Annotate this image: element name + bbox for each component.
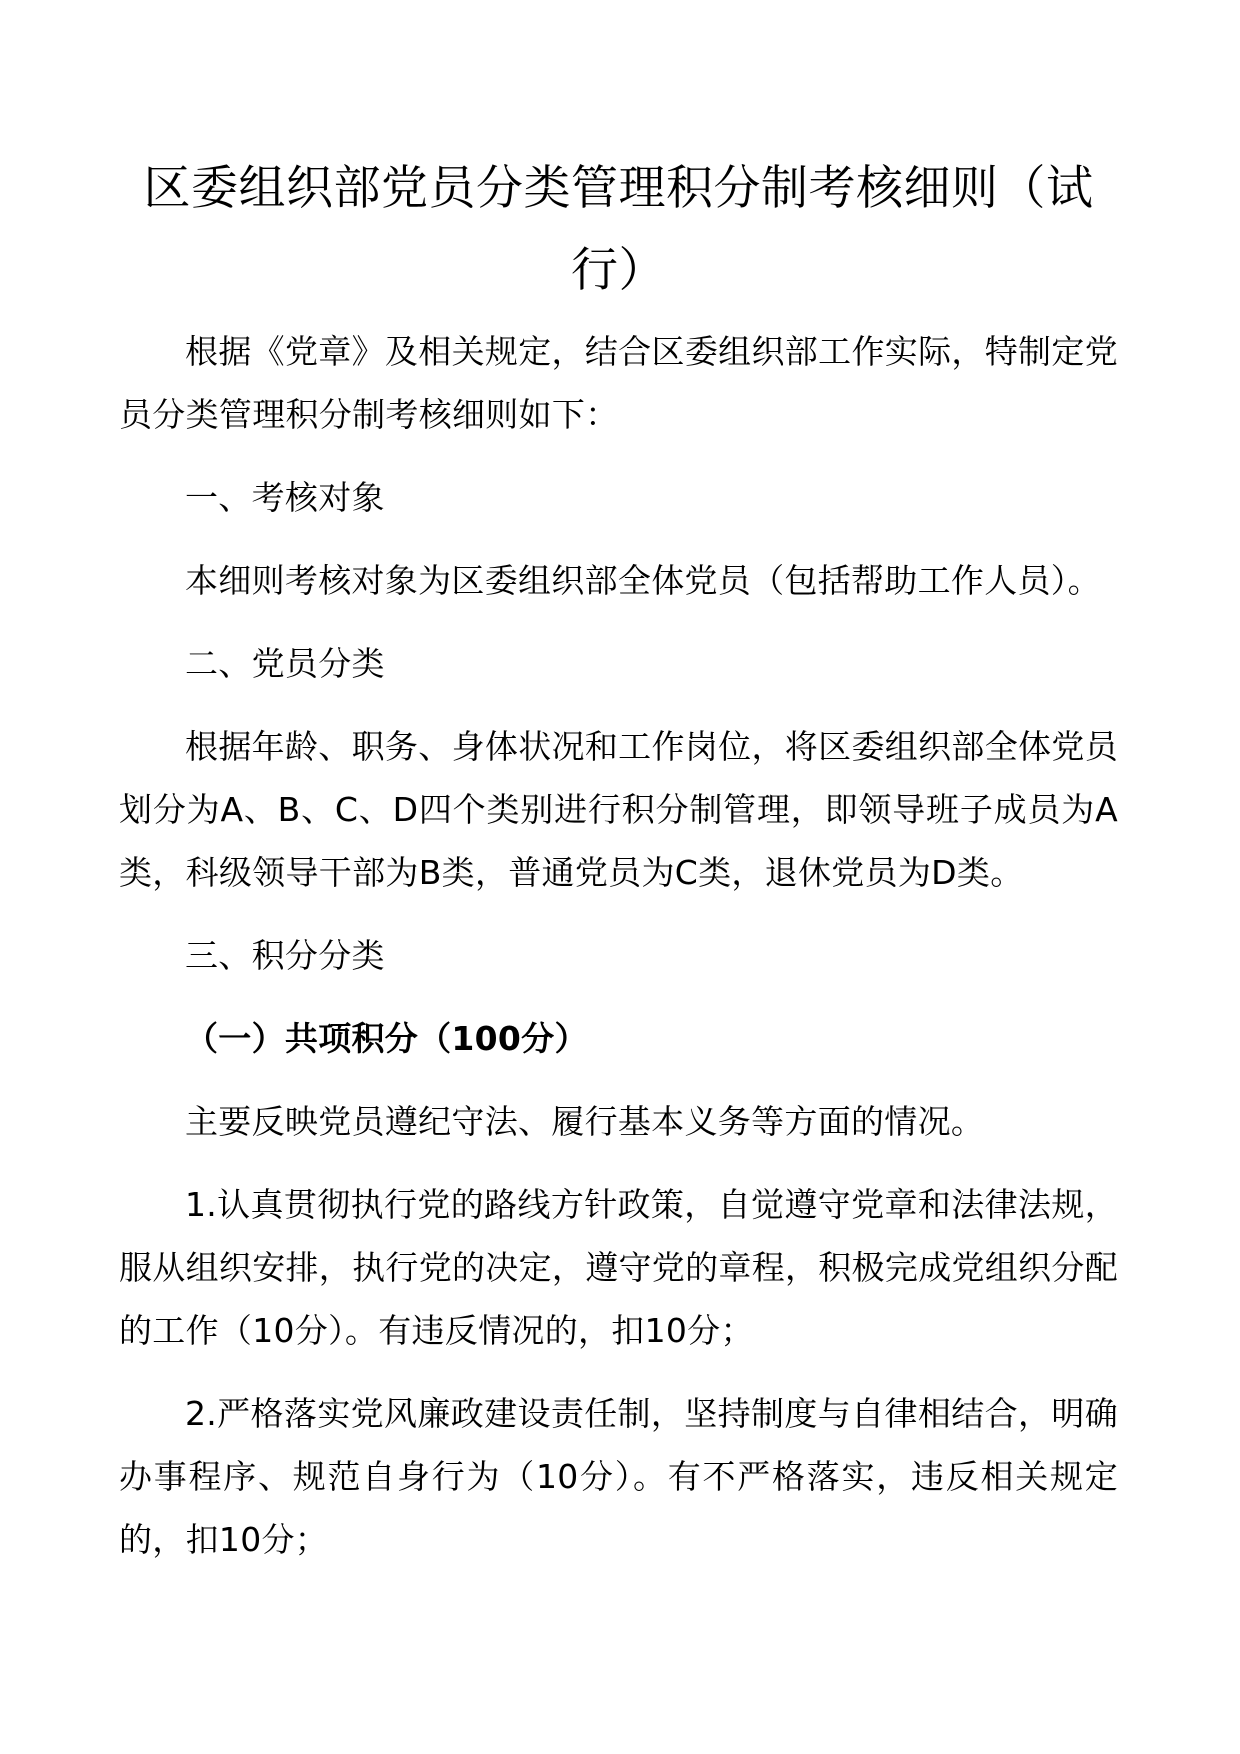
section-2-paragraph: 根据年龄、职务、身体状况和工作岗位，将区委组织部全体党员划分为A、B、C、D四个类别进行积分制管理，即领导班子成员为A类，科级领导干部为B类，普通党员为C类，退休党员为D类。 <box>119 727 1118 892</box>
section-heading-1: 一、考核对象 <box>185 478 385 517</box>
item-1-paragraph: 1.认真贯彻执行党的路线方针政策，自觉遵守党章和法律法规，服从组织安排，执行党的决定，遵守党的章程，积极完成党组织分配的工作（10分）。有违反情况的，扣10分； <box>119 1185 1118 1350</box>
section-heading-2: 二、党员分类 <box>185 644 385 683</box>
subsection-heading-1: （一）共项积分（100分） <box>185 1019 588 1058</box>
item-2-paragraph: 2.严格落实党风廉政建设责任制，坚持制度与自律相结合，明确办事程序、规范自身行为（10分）。有不严格落实，违反相关规定的，扣10分； <box>119 1394 1118 1559</box>
subsection-1-paragraph: 主要反映党员遵纪守法、履行基本义务等方面的情况。 <box>185 1102 985 1141</box>
document-title: 区委组织部党员分类管理积分制考核细则（试行） <box>143 161 1094 298</box>
section-1-paragraph: 本细则考核对象为区委组织部全体党员（包括帮助工作人员）。 <box>185 561 1101 600</box>
section-heading-3: 三、积分分类 <box>185 936 385 975</box>
intro-paragraph: 根据《党章》及相关规定，结合区委组织部工作实际，特制定党员分类管理积分制考核细则如下： <box>119 332 1118 434</box>
